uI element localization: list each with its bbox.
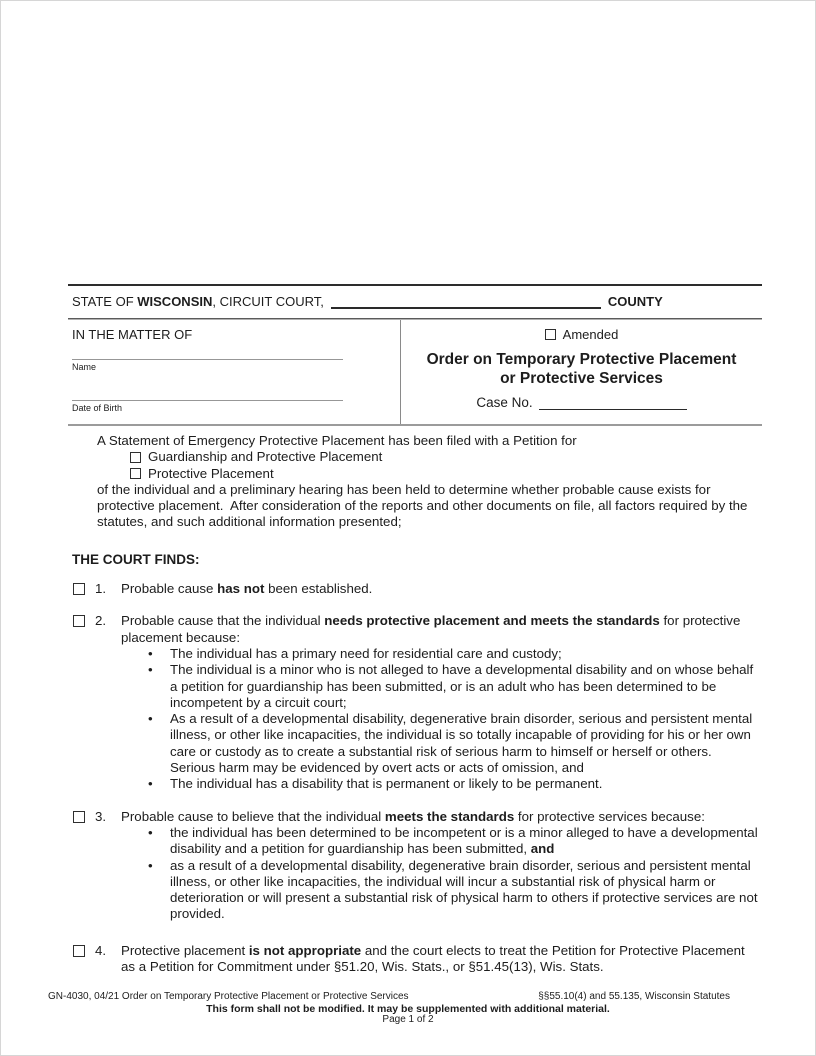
in-the-matter-of-label: IN THE MATTER OF: [72, 327, 193, 342]
bullet-text-bold: and: [530, 841, 555, 857]
finding-2-text-pre: Probable cause that the individual: [121, 613, 325, 629]
bullet-text: as a result of a developmental disability, degenerative brain disorder, serious and persistent mental illness, or other like incapacities, the individual will incur a substantial risk of physical harm or deterioration or will present a substantial risk of physical harm to others if protective services are not provided.: [170, 857, 762, 922]
guardianship-option-label: Guardianship and Protective Placement: [148, 449, 383, 465]
wisconsin-label: WISCONSIN: [137, 294, 213, 309]
finding-2-bullet-2: [121, 662, 762, 711]
footer-statutes: §§55.10(4) and 55.135, Wisconsin Statutes: [538, 991, 730, 1002]
name-field-label: Name: [72, 362, 97, 372]
bullet-icon: •: [148, 824, 153, 840]
court-caption-row: [68, 286, 762, 318]
finding-2-bullet-4: [121, 776, 762, 792]
form-title-line1: Order on Temporary Protective Placement: [426, 351, 737, 368]
finding-2-bullet-3: [121, 711, 762, 776]
finding-3-text-pre: Probable cause to believe that the individual: [121, 808, 385, 824]
finding-1-text: [121, 581, 762, 597]
circuit-court-label: , CIRCUIT COURT,: [212, 294, 324, 309]
bullet-icon: •: [148, 662, 153, 678]
finding-3-text-bold: meets the standards: [384, 808, 515, 824]
finding-2-bullets: [121, 646, 762, 793]
finding-4-text-post: and the court elects to treat the Petition for Protective Placement as a Petition for Commitment under §51.20, Wis. Stats., or §51.45(13), Wis. Stats.: [121, 942, 749, 975]
bullet-text: As a result of a developmental disability, degenerative brain disorder, serious and persistent mental illness, or other like incapacities, the individual is so totally incapable of providing for his or her own care or custody as to create a substantial risk of serious harm to himself or herself or others. Serious harm may be evidenced by overt acts or acts of omission, and: [170, 711, 756, 776]
finding-1-checkbox[interactable]: [73, 583, 85, 595]
finding-1-number: 1.: [95, 581, 107, 597]
caption-left-column: [68, 320, 400, 424]
dob-field-line[interactable]: [72, 400, 343, 401]
finding-2-bullet-1: [121, 646, 762, 662]
bullet-icon: •: [148, 857, 153, 873]
form-footer: [0, 992, 816, 1026]
county-field-line[interactable]: [331, 296, 601, 309]
finding-3-text: [121, 809, 762, 923]
finding-item-4: [73, 943, 762, 976]
dob-field: [72, 400, 400, 413]
finding-4-text: [121, 943, 762, 976]
bullet-text: The individual has a primary need for residential care and custody;: [170, 645, 562, 661]
form-title-line2: or Protective Services: [500, 370, 663, 387]
finding-1-text-bold: has not: [217, 581, 265, 597]
protective-placement-option-label: Protective Placement: [148, 465, 274, 481]
intro-line1: A Statement of Emergency Protective Placement has been filed with a Petition for: [97, 433, 577, 448]
finding-3-bullet-2: [121, 858, 762, 923]
finding-3-bullet-1: [121, 825, 762, 858]
name-field: [72, 359, 400, 372]
bullet-icon: •: [148, 711, 153, 727]
county-label: COUNTY: [607, 294, 663, 309]
case-no-label: Case No.: [476, 395, 533, 410]
form-body: [68, 433, 762, 975]
bullet-icon: •: [148, 776, 153, 792]
protective-placement-checkbox[interactable]: [130, 468, 141, 479]
footer-form-number: GN-4030, 04/21 Order on Temporary Protective Placement or Protective Services: [48, 991, 409, 1002]
finding-4-number: 4.: [95, 942, 107, 958]
finding-2-text: [121, 613, 762, 792]
amended-checkbox[interactable]: [545, 329, 556, 340]
footer-citation-row: [0, 992, 816, 1003]
finding-item-3: [73, 809, 762, 923]
finding-2-text-post: for protective placement because:: [121, 613, 745, 645]
caption-right-column: [401, 320, 762, 424]
finding-1-text-pre: Probable cause: [121, 581, 218, 597]
intro-continuation: of the individual and a preliminary hearing has been held to determine whether probable cause exists for protective placement. After consideration of the reports and other documents on file, all factors required by the statutes, and such additional information presented;: [97, 481, 752, 530]
bullet-icon: •: [148, 645, 153, 661]
finding-3-text-post: for protective services because:: [514, 808, 705, 824]
header-bottom-rule: [68, 424, 762, 426]
finding-2-checkbox[interactable]: [73, 615, 85, 627]
case-no-field-line[interactable]: [539, 397, 687, 410]
guardianship-checkbox[interactable]: [130, 452, 141, 463]
finding-4-text-bold: is not appropriate: [248, 942, 362, 958]
finding-3-number: 3.: [95, 808, 107, 824]
court-finds-heading: THE COURT FINDS:: [72, 551, 200, 567]
petition-option-protective-placement: [130, 466, 758, 482]
finding-4-checkbox[interactable]: [73, 945, 85, 957]
finding-2-text-bold: needs protective placement and meets the standards: [324, 613, 660, 629]
finding-item-1: [73, 581, 762, 597]
amended-label: Amended: [562, 327, 619, 342]
finding-item-2: [73, 613, 762, 792]
dob-field-label: Date of Birth: [72, 403, 123, 413]
finding-2-number: 2.: [95, 613, 107, 629]
finding-3-bullets: [121, 825, 762, 923]
form-title: [427, 350, 737, 388]
footer-modification-notice: This form shall not be modified. It may be supplemented with additional material.: [206, 1002, 610, 1015]
case-number-row: [476, 395, 686, 410]
state-of-label: STATE OF: [72, 294, 138, 309]
bullet-text: The individual has a disability that is permanent or likely to be permanent.: [170, 776, 603, 792]
bullet-text: the individual has been determined to be incompetent or is a minor alleged to have a developmental disability and a petition for guardianship has been submitted,: [170, 824, 762, 857]
finding-4-text-pre: Protective placement: [121, 942, 249, 958]
intro-paragraph: [97, 433, 758, 531]
finding-1-text-post: been established.: [264, 581, 373, 597]
caption-columns: [68, 320, 762, 424]
footer-page-number: Page 1 of 2: [382, 1014, 434, 1025]
form-document: [68, 284, 762, 975]
name-field-line[interactable]: [72, 359, 343, 360]
finding-3-checkbox[interactable]: [73, 811, 85, 823]
bullet-text: The individual is a minor who is not alleged to have a developmental disability and on whose behalf a petition for guardianship has been submitted, or is an adult who has been determined to be incompetent by a circuit court;: [170, 662, 757, 710]
petition-option-guardianship: [130, 449, 758, 465]
amended-row: [545, 327, 619, 342]
